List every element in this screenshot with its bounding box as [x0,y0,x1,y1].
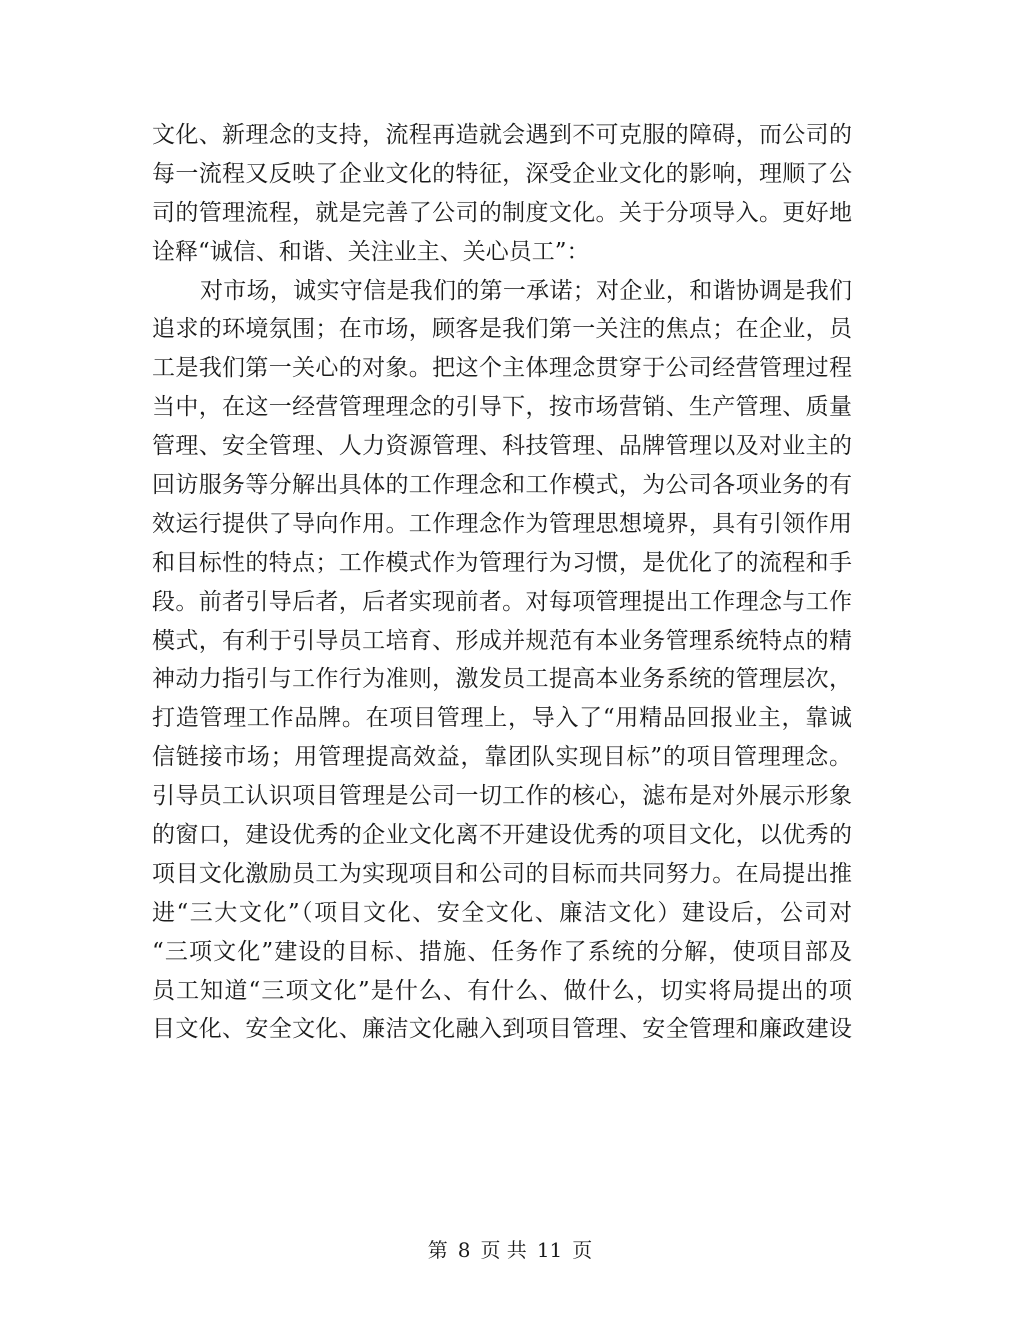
text-line: 神动力指引与工作行为准则，激发员工提高本业务系统的管理层次， [152,666,852,693]
text-line: “三项文化”建设的目标、措施、任务作了系统的分解，使项目部及 [152,938,852,965]
text-line: 诠释“诚信、和谐、关注业主、关心员工”： [152,238,590,265]
page-footer [0,1236,1020,1264]
footer-middle: 页 共 [480,1238,527,1262]
footer-suffix: 页 [572,1238,593,1262]
text-line: 的窗口，建设优秀的企业文化离不开建设优秀的项目文化，以优秀的 [152,822,852,849]
text-line: 段。前者引导后者，后者实现前者。对每项管理提出工作理念与工作 [152,588,852,615]
text-line: 进“三大文化”（项目文化、安全文化、廉洁文化）建设后，公司对 [152,899,852,926]
body-text [152,116,852,1049]
text-line: 项目文化激励员工为实现项目和公司的目标而共同努力。在局提出推 [152,860,852,887]
text-line: 引导员工认识项目管理是公司一切工作的核心，滤布是对外展示形象 [152,783,852,810]
text-line: 对市场，诚实守信是我们的第一承诺；对企业，和谐协调是我们 [200,277,852,304]
text-line: 信链接市场；用管理提高效益，靠团队实现目标”的项目管理理念。 [152,744,852,771]
text-line: 每一流程又反映了企业文化的特征，深受企业文化的影响，理顺了公 [152,160,852,187]
text-line: 追求的环境氛围；在市场，顾客是我们第一关注的焦点；在企业，员 [152,316,852,343]
text-line: 回访服务等分解出具体的工作理念和工作模式，为公司各项业务的有 [152,472,852,499]
total-pages-number: 11 [536,1238,563,1262]
text-line: 目文化、安全文化、廉洁文化融入到项目管理、安全管理和廉政建设 [152,1016,852,1043]
text-line: 工是我们第一关心的对象。把这个主体理念贯穿于公司经营管理过程 [152,355,852,382]
text-line: 管理、安全管理、人力资源管理、科技管理、品牌管理以及对业主的 [152,433,852,460]
text-line: 员工知道“三项文化”是什么、有什么、做什么，切实将局提出的项 [152,977,852,1004]
text-line: 当中，在这一经营管理理念的引导下，按市场营销、生产管理、质量 [152,394,852,421]
text-line: 司的管理流程，就是完善了公司的制度文化。关于分项导入。更好地 [152,199,852,226]
current-page-number: 8 [457,1238,471,1262]
text-line: 文化、新理念的支持，流程再造就会遇到不可克服的障碍，而公司的 [152,122,852,148]
footer-prefix: 第 [427,1238,448,1262]
text-line: 效运行提供了导向作用。工作理念作为管理思想境界，具有引领作用 [152,510,852,537]
text-line: 打造管理工作品牌。在项目管理上，导入了“用精品回报业主，靠诚 [152,705,852,732]
text-line: 模式，有利于引导员工培育、形成并规范有本业务管理系统特点的精 [152,627,852,654]
text-line: 和目标性的特点；工作模式作为管理行为习惯，是优化了的流程和手 [152,549,852,576]
